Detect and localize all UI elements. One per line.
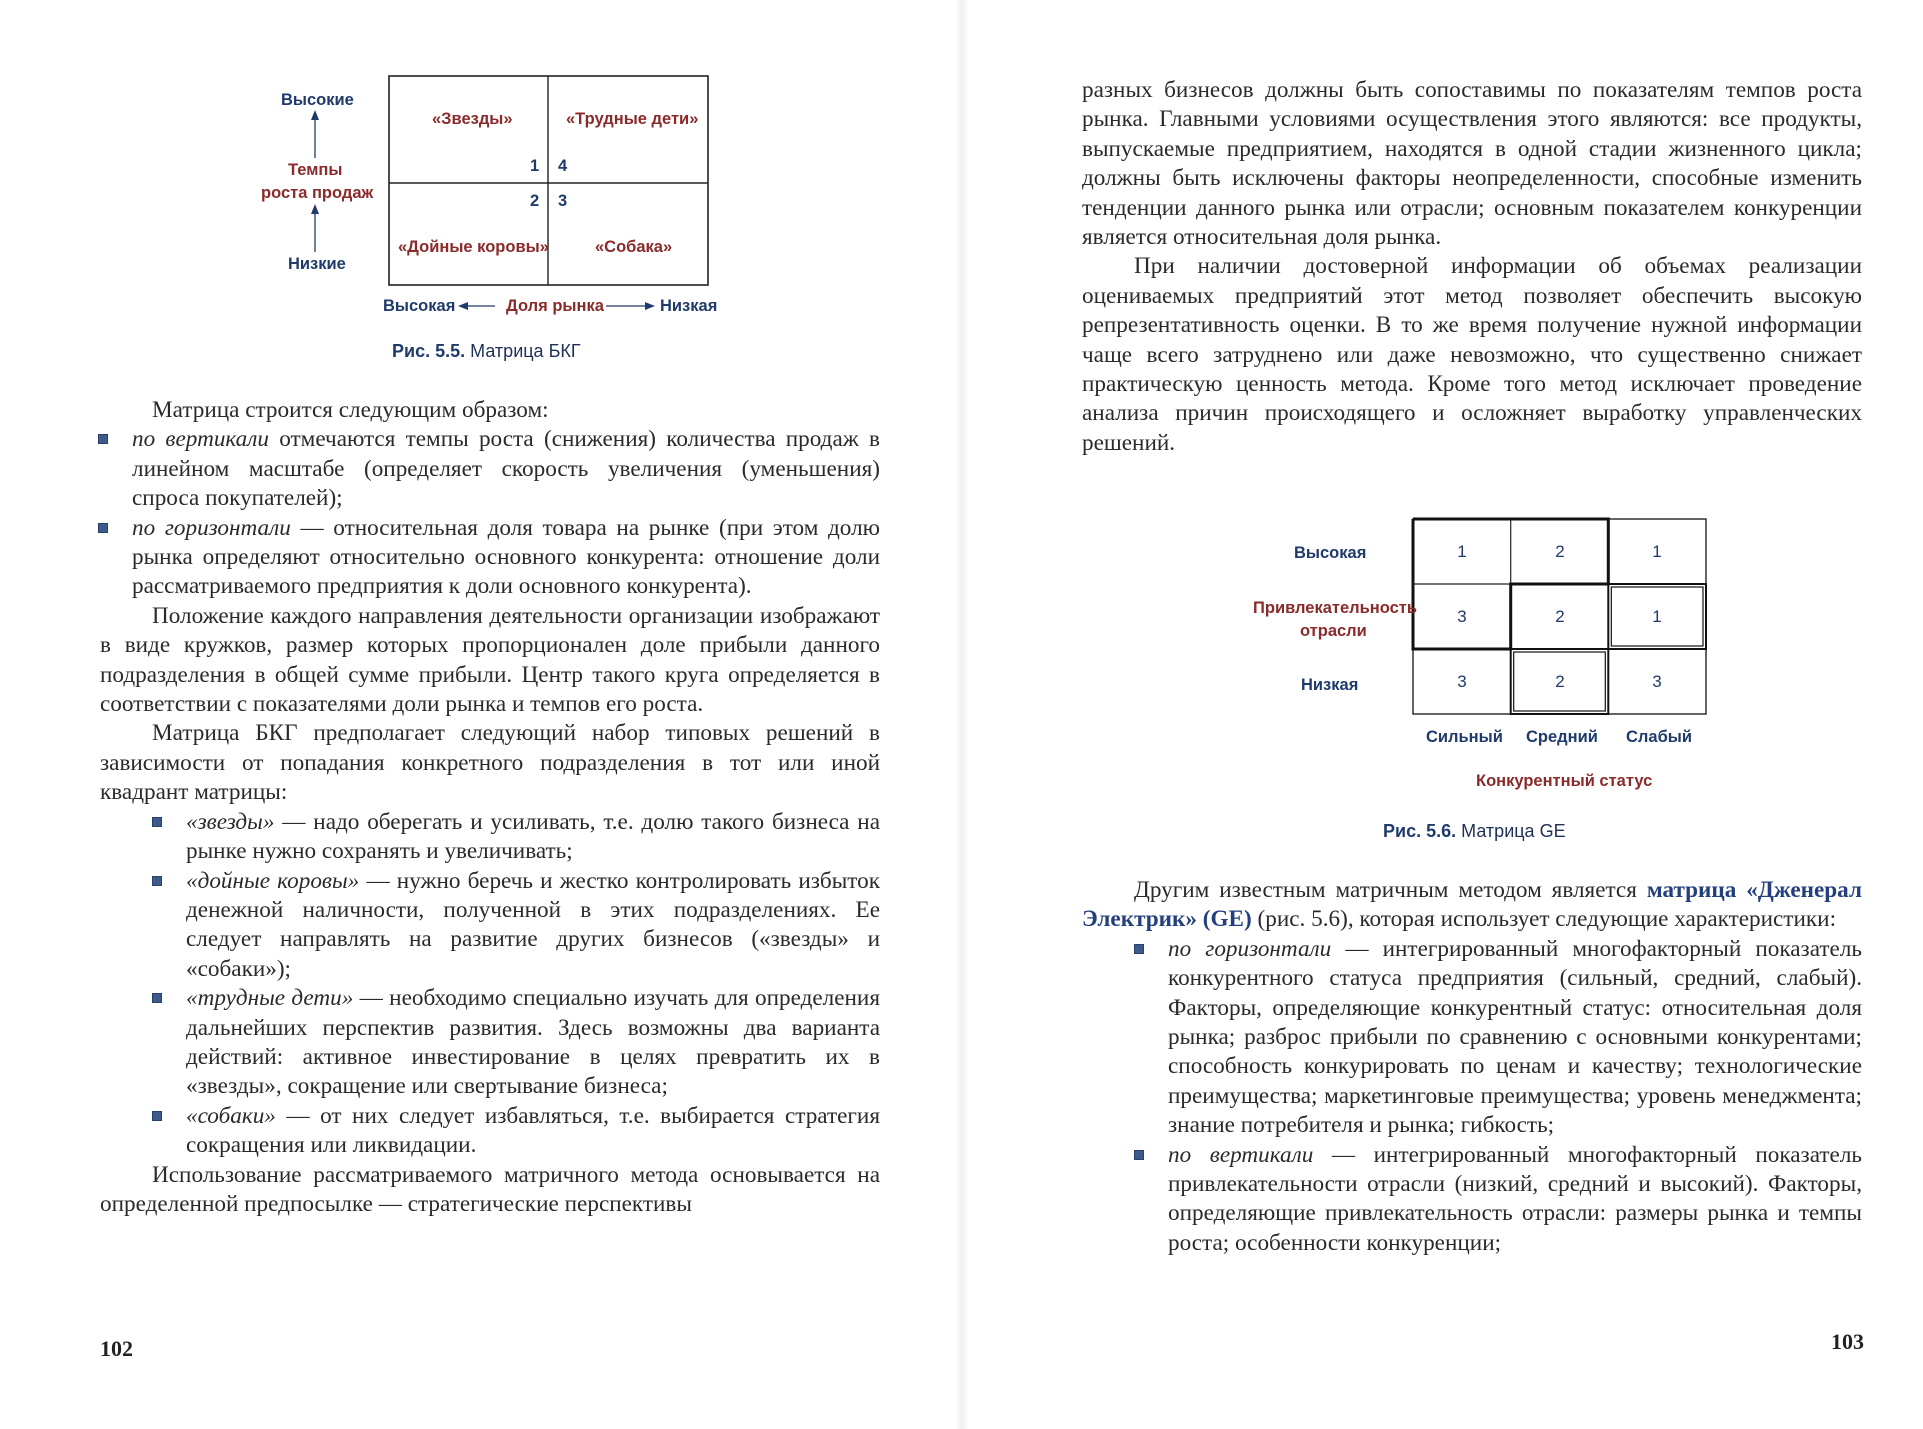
- page-number-right: 103: [1831, 1329, 1864, 1354]
- ge-col-strong-label: Сильный: [1426, 728, 1503, 746]
- ge-cell: 2: [1555, 606, 1565, 626]
- right-page: [961, 0, 1923, 1429]
- ge-cell: 2: [1555, 541, 1565, 561]
- bullet-icon: [1134, 944, 1144, 954]
- list-text: — надо оберегать и усиливать, т.е. долю такого бизнеса на рынке нужно сохранять и увеличивать;: [186, 808, 880, 865]
- bullet-icon: [1134, 1150, 1144, 1160]
- list-text: — интегрированный многофакторный показатель привлекательности отрасли (низкий, средний и высокий). Факторы, определяющие привлекательность отрасли: размеры рынка и темпы роста; особенности конкуренции;: [1168, 1141, 1862, 1256]
- ge-intro-start: Другим известным матричным методом является: [1134, 877, 1647, 903]
- ge-col-weak-label: Слабый: [1626, 728, 1692, 746]
- bcg-matrix-grid: [0, 0, 961, 340]
- left-body-text: [100, 396, 880, 1219]
- bcg-x-axis-label: Доля рынка: [506, 297, 604, 315]
- bullet-icon: [98, 523, 108, 533]
- list-item: [152, 984, 880, 1102]
- right-bottom-text: [1082, 876, 1862, 1258]
- ge-cell: 3: [1457, 671, 1467, 691]
- bullet-icon: [98, 434, 108, 444]
- ge-cell: 2: [1555, 671, 1565, 691]
- list-item: [152, 808, 880, 867]
- intro-paragraph: Матрица строится следующим образом:: [152, 397, 549, 423]
- bcg-y-high-label: Высокие: [281, 91, 354, 109]
- bcg-quadrant-number: 2: [530, 192, 540, 210]
- list-term: по вертикали: [132, 426, 269, 453]
- ge-row-axis-label-line1: Привлекательность: [1253, 599, 1417, 617]
- bcg-y-axis-label-line1: Темпы: [288, 161, 343, 179]
- bcg-caption-text: Матрица БКГ: [470, 341, 581, 361]
- ge-term: матрица «Дженерал Электрик» (GE): [1082, 877, 1862, 933]
- list-text: — интегрированный многофакторный показатель конкурентного статуса предприятия (сильный, средний, слабый). Факторы, определяющие конкурентный статус: относительная доля рынка; разброс прибыли по сравнению с основными конкурентами; способность конкурировать по ценам и качеству; технологические преимущества; маркетинговые преимущества; уровень менеджмента; знание потребителя и рынка; гибкость;: [1168, 935, 1862, 1139]
- bcg-y-low-label: Низкие: [288, 255, 346, 273]
- list-item: [1134, 1141, 1862, 1259]
- bullet-icon: [152, 1111, 162, 1121]
- list-item: [1134, 935, 1862, 1141]
- list-term: «звезды»: [186, 808, 275, 835]
- ge-cell: 1: [1652, 541, 1662, 561]
- bullet-icon: [152, 876, 162, 886]
- list-text: — от них следует избавляться, т.е. выбирается стратегия сокращения или ликвидации.: [186, 1102, 880, 1159]
- ge-col-medium-label: Средний: [1526, 728, 1598, 746]
- ge-cell: 3: [1457, 606, 1467, 626]
- list-term: по вертикали: [1168, 1141, 1314, 1168]
- ge-caption-prefix: Рис. 5.6.: [1383, 821, 1457, 841]
- continue-paragraph: разных бизнесов должны быть сопоставимы по показателям темпов роста рынка. Главными условиями осуществления этого являются: все продукты, выпускаемые предприятием, находятся в одной стадии жизненного цикла; должны быть исключены факторы неопределенности, способные изменить тенденции данного рынка или отрасли; основным показателем конкуренции является относительная доля рынка.: [1082, 77, 1862, 251]
- list-term: по горизонтали: [132, 514, 291, 541]
- list-item: [98, 425, 880, 513]
- list-term: «дойные коровы»: [186, 867, 360, 894]
- build-list: [100, 425, 880, 601]
- list-text: — необходимо специально изучать для определения дальнейших перспектив развития. Здесь возможны два варианта действий: активное инвестирование в целях превратить их в «звезды», сокращение или свертывание бизнеса;: [186, 985, 881, 1100]
- ge-col-axis-label: Конкурентный статус: [1476, 772, 1653, 790]
- list-term: «трудные дети»: [186, 985, 354, 1012]
- ge-cell: 3: [1652, 671, 1662, 691]
- list-text: отмечаются темпы роста (снижения) количества продаж в линейном масштабе (определяет скорость увеличения (уменьшения) спроса покупателей);: [132, 426, 880, 512]
- list-term: по горизонтали: [1168, 935, 1332, 962]
- list-item: [152, 1102, 880, 1161]
- ge-intro-paragraph: [1082, 876, 1862, 935]
- ge-row-low-label: Низкая: [1301, 676, 1359, 694]
- ge-row-axis-label-line2: отрасли: [1300, 622, 1367, 640]
- left-page: [0, 0, 961, 1429]
- ge-cell: 1: [1457, 541, 1467, 561]
- ge-characteristics-list: [1082, 935, 1862, 1258]
- decisions-paragraph: Матрица БКГ предполагает следующий набор типовых решений в зависимости от попадания конкретного подразделения в тот или иной квадрант матрицы:: [100, 720, 880, 806]
- decision-list: [100, 808, 880, 1161]
- ge-figure-caption: [1383, 821, 1566, 842]
- page-number-left: 102: [100, 1336, 133, 1361]
- ge-row-high-label: Высокая: [1294, 544, 1367, 562]
- bcg-y-axis-label-line2: роста продаж: [261, 184, 374, 202]
- bullet-icon: [152, 993, 162, 1003]
- bcg-x-high-label: Высокая: [383, 297, 456, 315]
- list-term: «собаки»: [186, 1102, 276, 1129]
- reliable-info-paragraph: При наличии достоверной информации об объемах реализации оцениваемых предприятий этот метод позволяет обеспечить высокую репрезентативность оценки. В то же время получение нужной информации чаще всего затруднено или даже невозможно, что существенно снижает практическую ценность метода. Кроме того метод исключает проведение анализа причин происходящего и осложняет выработку управленческих решений.: [1082, 253, 1862, 456]
- bcg-quadrant-stars: «Звезды»: [432, 110, 513, 128]
- usage-paragraph: Использование рассматриваемого матричного метода основывается на определенной предпосылке — стратегические перспективы: [100, 1161, 880, 1217]
- bcg-quadrant-number: 1: [530, 157, 540, 175]
- bcg-quadrant-dogs: «Собака»: [595, 238, 673, 256]
- list-text: — нужно беречь и жестко контролировать избыток денежной наличности, полученной в этих подразделениях. Ее следует направлять на развитие других бизнесов («звезды» и «собаки»);: [186, 867, 880, 982]
- bcg-figure-caption: [392, 341, 581, 362]
- position-paragraph: Положение каждого направления деятельности организации изображают в виде кружков, размер которых пропорционален доле прибыли данного подразделения в общей сумме прибыли. Центр такого круга определяется в соответствии с показателями доли рынка и темпов его роста.: [100, 602, 880, 718]
- bcg-quadrant-question-marks: «Трудные дети»: [566, 110, 699, 128]
- ge-intro-end: (рис. 5.6), которая использует следующие характеристики:: [1251, 906, 1837, 933]
- bcg-x-low-label: Низкая: [660, 297, 718, 315]
- list-text: — относительная доля товара на рынке (при этом долю рынка определяют относительно основного конкурента: отношение доли рассматриваемого предприятия к доли основного конкурента).: [132, 514, 880, 600]
- bullet-icon: [152, 817, 162, 827]
- bcg-quadrant-number: 4: [558, 157, 568, 175]
- bcg-quadrant-cash-cows: «Дойные коровы»: [398, 238, 549, 256]
- list-item: [152, 867, 880, 985]
- list-item: [98, 514, 880, 602]
- ge-caption-text: Матрица GE: [1461, 821, 1566, 841]
- bcg-caption-prefix: Рис. 5.5.: [392, 341, 466, 361]
- bcg-quadrant-number: 3: [558, 192, 568, 210]
- ge-cell: 1: [1652, 606, 1662, 626]
